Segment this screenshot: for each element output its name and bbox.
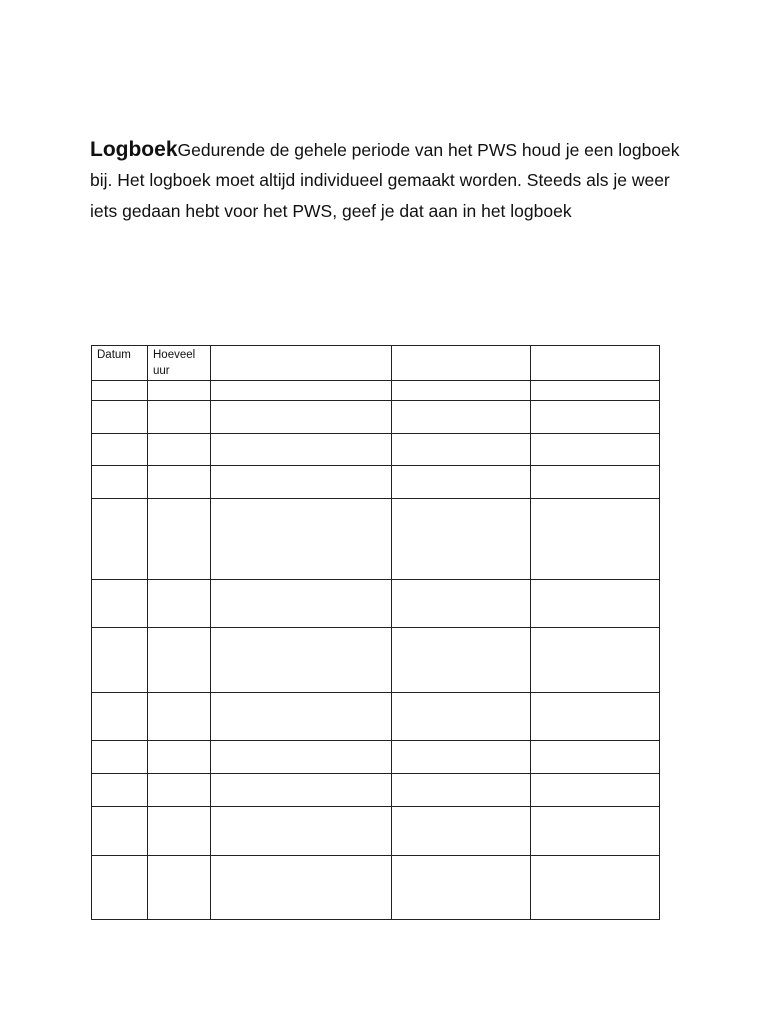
table-header-cell [148,346,211,381]
table-cell [148,856,211,920]
logbook-table [91,345,660,920]
table-header-row [92,346,660,381]
header-column-3 [211,346,391,348]
table-cell [148,693,211,741]
table-row [92,774,660,807]
table-row [92,741,660,774]
table-cell [392,499,531,580]
table-cell [92,499,148,580]
header-column-4 [392,346,530,348]
table-cell [392,466,531,499]
table-cell [392,580,531,628]
table-cell [148,774,211,807]
table-cell [392,693,531,741]
table-row [92,466,660,499]
table-cell [531,401,660,434]
document-heading: Logboek [90,137,178,161]
table-cell [92,741,148,774]
header-datum: Datum [97,349,131,361]
table-row [92,580,660,628]
header-hoeveel-uur: Hoeveel uur [153,349,196,377]
table-row [92,381,660,401]
table-cell [92,807,148,856]
table-header-cell [392,346,531,381]
table-cell [392,628,531,693]
table-cell [148,807,211,856]
table-cell [531,499,660,580]
table-cell [148,580,211,628]
table-cell [92,628,148,693]
table-row [92,807,660,856]
table-cell [92,434,148,466]
table-cell [531,774,660,807]
table-cell [211,807,392,856]
table-row [92,434,660,466]
intro-paragraph [90,135,690,227]
table-cell [392,401,531,434]
table-row [92,693,660,741]
table-cell [211,499,392,580]
table-cell [211,856,392,920]
table-cell [92,580,148,628]
table-cell [531,807,660,856]
table-cell [211,381,392,401]
table-cell [148,381,211,401]
table-cell [92,856,148,920]
table-cell [211,466,392,499]
table-cell [148,628,211,693]
table-cell [148,466,211,499]
table-row [92,628,660,693]
table-cell [531,693,660,741]
table-cell [392,774,531,807]
table-cell [531,741,660,774]
table-cell [531,856,660,920]
table-cell [531,381,660,401]
table-cell [148,401,211,434]
table-header-cell [211,346,392,381]
header-column-5 [531,346,659,348]
table-cell [211,693,392,741]
table-header-cell [531,346,660,381]
table-cell [392,741,531,774]
table-cell [392,856,531,920]
table-cell [211,628,392,693]
table-row [92,856,660,920]
table-row [92,499,660,580]
table-cell [211,580,392,628]
table-cell [148,741,211,774]
table-cell [211,741,392,774]
table-cell [211,401,392,434]
table-cell [531,628,660,693]
table-cell [92,466,148,499]
table-cell [211,774,392,807]
table-header-cell [92,346,148,381]
table-cell [92,381,148,401]
table-cell [392,807,531,856]
table-cell [531,580,660,628]
table-cell [211,434,392,466]
table-row [92,401,660,434]
table-cell [92,401,148,434]
table-cell [92,774,148,807]
table-cell [148,499,211,580]
table-cell [392,434,531,466]
table-cell [531,434,660,466]
table-cell [392,381,531,401]
table-cell [531,466,660,499]
intro-text: Gedurende de gehele periode van het PWS houd je een logboek bij. Het logboek moet altijd individueel gemaakt worden. Steeds als je weer iets gedaan hebt voor het PWS, geef je dat aan in het logboek [90,139,680,221]
table-cell [92,693,148,741]
table-cell [148,434,211,466]
